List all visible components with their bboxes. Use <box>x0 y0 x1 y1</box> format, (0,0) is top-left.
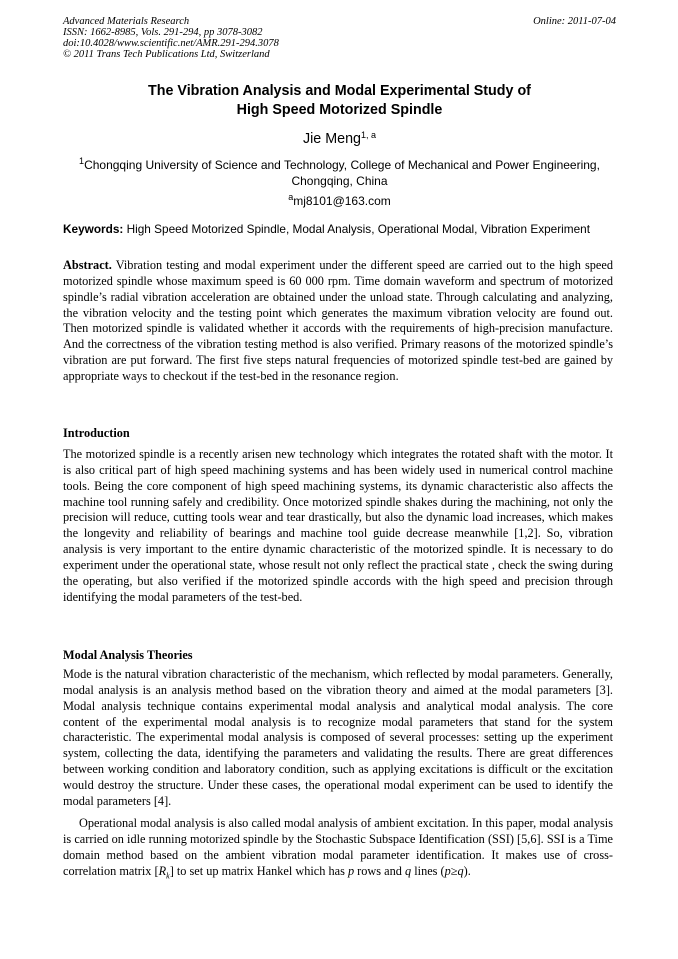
affiliation-line-2: Chongqing, China <box>291 174 388 188</box>
modal-paragraph-1: Mode is the natural vibration characteristic of the mechanism, which reflected by modal parameters. Generally, modal analysis is an analysis method based on the vibration theory and aimed at the modal parameters [3]. Modal analysis technique contains experimental modal analysis and analytical modal analysis. The core content of the experimental modal analysis is to recognize modal parameters that stand for the system characteristic. The experimental modal analysis is composed of several processes: setting up the experiment system, collecting the data, identifying the parameters and validating the results. There are great differences between working condition and laboratory condition, such as applying excitations is difficult or the excitation would destroy the structure. Under these cases, the operational modal experiment can be used to identify the modal parameters [4]. <box>63 667 613 808</box>
journal-name: Advanced Materials Research <box>63 16 190 27</box>
author-email <box>63 193 616 209</box>
affiliation-text-1: Chongqing University of Science and Technology, College of Mechanical and Power Engineering, <box>84 158 600 172</box>
keywords-label: Keywords: <box>63 222 124 236</box>
affiliation-line-1 <box>63 157 616 173</box>
symbol-q: q <box>405 863 412 878</box>
journal-doi: doi:10.4028/www.scientific.net/AMR.291-294.3078 <box>63 38 279 49</box>
abstract <box>63 258 613 385</box>
condition-p-ge-q: p≥q <box>444 863 464 878</box>
author-name: Jie Meng <box>302 131 361 147</box>
matrix-symbol-r: R <box>158 863 167 878</box>
modal-p2-part-e: ). <box>463 863 471 878</box>
affiliation-sup: 1 <box>79 156 85 166</box>
keywords <box>63 222 613 236</box>
introduction-paragraph: The motorized spindle is a recently arisen new technology which integrates the rotated shaft with the motor. It is also critical part of high speed machining systems and has been widely used in numerical control machine tools. Being the core component of high speed machining systems, its dynamic characteristic also affects the machine tool running safely and credibility. Once motorized spindle shakes during the machining, not only the precision will reduce, cutting tools wear and tear drastically, but also the dynamic load increases, which makes the longevity and reliability of bearings and machine tool guide decrease meanwhile [1,2]. So, vibration analysis is very important to the entire dynamic characteristic of the motorized spindle. It is necessary to do experiment under the operational state, whose result not only reflect the practical state , check the swing during the operating, but also verified if the motorized spindle accords with the high speed and precision through identifying the modal parameters of the test-bed. <box>63 447 613 604</box>
modal-p2-part-d: lines ( <box>411 863 445 878</box>
modal-heading: Modal Analysis Theories <box>63 648 193 662</box>
abstract-text: Vibration testing and modal experiment under the different speed are carried out to the high speed motorized spindle whose maximum speed is 60 000 rpm. Time domain waveform and spectrum of motorized spindle’s radial vibration acceleration are obtained under the unload state. Through calculating and analyzing, the vibration velocity and the testing point which generates the maximum vibration velocity are found out. Then motorized spindle is validated whether it accords with the requirements of high-precision manufacture. And the correctness of the vibration testing method is also verified. Primary reasons of the motorized spindle’s vibration are put forward. The first five steps natural frequencies of motorized spindle test-bed are gained by appropriate ways to checkout if the test-bed in the resonance region. <box>63 258 613 383</box>
keywords-text: High Speed Motorized Spindle, Modal Analysis, Operational Modal, Vibration Experiment <box>126 222 590 236</box>
author-line <box>63 130 616 148</box>
affiliation <box>63 157 616 189</box>
journal-header <box>63 16 616 60</box>
modal-p2-part-b: ] to set up matrix Hankel which has <box>169 863 348 878</box>
author-sup: 1, a <box>361 130 377 140</box>
modal-paragraph-2 <box>63 816 613 884</box>
modal-p2-part-c: rows and <box>354 863 405 878</box>
symbol-p: p <box>347 863 355 878</box>
email-sup: a <box>288 192 294 202</box>
modal-p2-part-a: Operational modal analysis is also called modal analysis of ambient excitation. In this paper, modal analysis is carried on idle running motorized spindle by the Stochastic Subspace Identification (SSI) [5,6]. SSI is a Time domain method based on the ambient vibration modal parameter identification. It makes use of cross-correlation matrix [ <box>63 816 613 878</box>
online-date: Online: 2011-07-04 <box>533 16 616 27</box>
matrix-subscript-k: k <box>166 870 170 880</box>
journal-copyright: © 2011 Trans Tech Publications Ltd, Switzerland <box>63 49 270 60</box>
email-address: mj8101@163.com <box>293 194 391 208</box>
title-line-2: High Speed Motorized Spindle <box>236 102 443 118</box>
abstract-label: Abstract. <box>63 258 112 272</box>
journal-issn: ISSN: 1662-8985, Vols. 291-294, pp 3078-3082 <box>63 27 263 38</box>
title-line-1: The Vibration Analysis and Modal Experimental Study of <box>148 83 531 99</box>
introduction-heading: Introduction <box>63 426 130 440</box>
paper-title <box>63 82 616 120</box>
